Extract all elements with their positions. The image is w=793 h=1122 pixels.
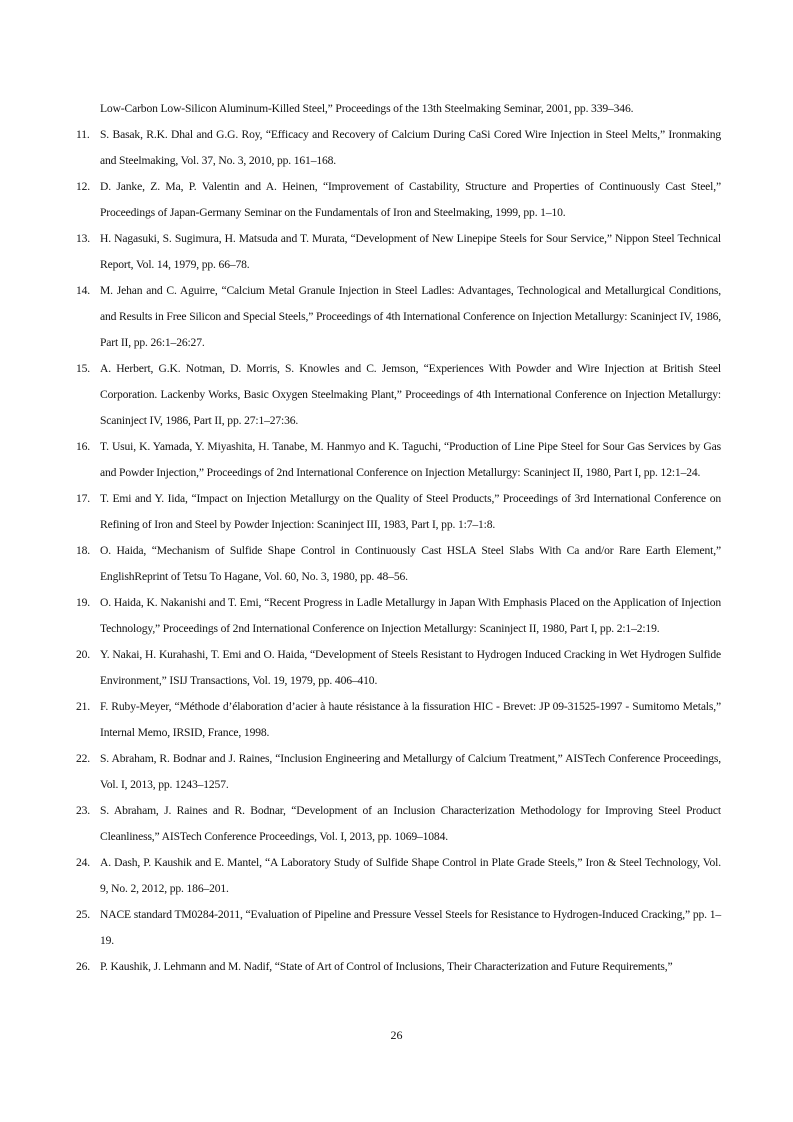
reference-text: NACE standard TM0284-2011, “Evaluation of Pipeline and Pressure Vessel Steels for Resistance to Hydrogen-Induced Cracking,” pp. 1–19. <box>100 908 721 947</box>
reference-text: P. Kaushik, J. Lehmann and M. Nadif, “State of Art of Control of Inclusions, Their Characterization and Future Requirements,” <box>100 960 673 973</box>
reference-number: 13. <box>76 232 91 245</box>
reference-item <box>76 798 721 850</box>
reference-text: Low-Carbon Low-Silicon Aluminum-Killed Steel,” Proceedings of the 13th Steelmaking Seminar, 2001, pp. 339–346. <box>100 102 634 115</box>
reference-number: 17. <box>76 492 91 505</box>
reference-item <box>76 486 721 538</box>
reference-number: 18. <box>76 544 91 557</box>
reference-number: 24. <box>76 856 91 869</box>
reference-number: 25. <box>76 908 91 921</box>
reference-item <box>76 96 721 122</box>
reference-number: 26. <box>76 960 91 973</box>
reference-text: O. Haida, K. Nakanishi and T. Emi, “Recent Progress in Ladle Metallurgy in Japan With Emphasis Placed on the Application of Injection Technology,” Proceedings of 2nd International Conference on Injection Metallurgy: Scaninject II, 1980, Part I, pp. 2:1–2:19. <box>100 596 721 635</box>
reference-number: 23. <box>76 804 91 817</box>
reference-text: S. Basak, R.K. Dhal and G.G. Roy, “Efficacy and Recovery of Calcium During CaSi Cored Wire Injection in Steel Melts,” Ironmaking and Steelmaking, Vol. 37, No. 3, 2010, pp. 161–168. <box>100 128 721 167</box>
reference-text: A. Herbert, G.K. Notman, D. Morris, S. Knowles and C. Jemson, “Experiences With Powder and Wire Injection at British Steel Corporation. Lackenby Works, Basic Oxygen Steelmaking Plant,” Proceedings of 4th International Conference on Injection Metallurgy: Scaninject IV, 1986, Part II, pp. 27:1–27:36. <box>100 362 721 427</box>
reference-item <box>76 694 721 746</box>
reference-text: F. Ruby-Meyer, “Méthode d’élaboration d’acier à haute résistance à la fissuration HIC - Brevet: JP 09-31525-1997 - Sumitomo Metals,” Internal Memo, IRSID, France, 1998. <box>100 700 721 739</box>
reference-item <box>76 226 721 278</box>
reference-text: A. Dash, P. Kaushik and E. Mantel, “A Laboratory Study of Sulfide Shape Control in Plate Grade Steels,” Iron & Steel Technology, Vol. 9, No. 2, 2012, pp. 186–201. <box>100 856 721 895</box>
reference-number: 19. <box>76 596 91 609</box>
reference-item <box>76 642 721 694</box>
reference-number: 21. <box>76 700 91 713</box>
reference-item <box>76 850 721 902</box>
reference-text: H. Nagasuki, S. Sugimura, H. Matsuda and T. Murata, “Development of New Linepipe Steels for Sour Service,” Nippon Steel Technical Report, Vol. 14, 1979, pp. 66–78. <box>100 232 721 271</box>
reference-list <box>76 96 721 980</box>
reference-item <box>76 590 721 642</box>
reference-text: T. Usui, K. Yamada, Y. Miyashita, H. Tanabe, M. Hanmyo and K. Taguchi, “Production of Line Pipe Steel for Sour Gas Services by Gas and Powder Injection,” Proceedings of 2nd International Conference on Injection Metallurgy: Scaninject II, 1980, Part I, pp. 12:1–24. <box>100 440 721 479</box>
reference-text: M. Jehan and C. Aguirre, “Calcium Metal Granule Injection in Steel Ladles: Advantages, Technological and Metallurgical Conditions, and Results in Free Silicon and Special Steels,” Proceedings of 4th International Conference on Injection Metallurgy: Scaninject IV, 1986, Part II, pp. 26:1–26:27. <box>100 284 721 349</box>
reference-item <box>76 434 721 486</box>
reference-text: S. Abraham, J. Raines and R. Bodnar, “Development of an Inclusion Characterization Methodology for Improving Steel Product Cleanliness,” AISTech Conference Proceedings, Vol. I, 2013, pp. 1069–1084. <box>100 804 721 843</box>
reference-item <box>76 902 721 954</box>
reference-number: 11. <box>76 128 90 141</box>
reference-text: D. Janke, Z. Ma, P. Valentin and A. Heinen, “Improvement of Castability, Structure and Properties of Continuously Cast Steel,” Proceedings of Japan-Germany Seminar on the Fundamentals of Iron and Steelmaking, 1999, pp. 1–10. <box>100 180 721 219</box>
reference-number: 15. <box>76 362 91 375</box>
reference-item <box>76 746 721 798</box>
reference-item <box>76 538 721 590</box>
reference-number: 12. <box>76 180 91 193</box>
reference-item <box>76 356 721 434</box>
reference-number: 20. <box>76 648 91 661</box>
reference-number: 14. <box>76 284 91 297</box>
reference-text: S. Abraham, R. Bodnar and J. Raines, “Inclusion Engineering and Metallurgy of Calcium Treatment,” AISTech Conference Proceedings, Vol. I, 2013, pp. 1243–1257. <box>100 752 721 791</box>
reference-item <box>76 122 721 174</box>
reference-number: 22. <box>76 752 91 765</box>
reference-item <box>76 954 721 980</box>
reference-item <box>76 278 721 356</box>
reference-text: O. Haida, “Mechanism of Sulfide Shape Control in Continuously Cast HSLA Steel Slabs With Ca and/or Rare Earth Element,” EnglishReprint of Tetsu To Hagane, Vol. 60, No. 3, 1980, pp. 48–56. <box>100 544 721 583</box>
reference-text: Y. Nakai, H. Kurahashi, T. Emi and O. Haida, “Development of Steels Resistant to Hydrogen Induced Cracking in Wet Hydrogen Sulfide Environment,” ISIJ Transactions, Vol. 19, 1979, pp. 406–410. <box>100 648 721 687</box>
reference-item <box>76 174 721 226</box>
page-number: 26 <box>390 1028 403 1042</box>
reference-text: T. Emi and Y. Iida, “Impact on Injection Metallurgy on the Quality of Steel Products,” Proceedings of 3rd International Conference on Refining of Iron and Steel by Powder Injection: Scaninject III, 1983, Part I, pp. 1:7–1:8. <box>100 492 721 531</box>
reference-number: 16. <box>76 440 91 453</box>
